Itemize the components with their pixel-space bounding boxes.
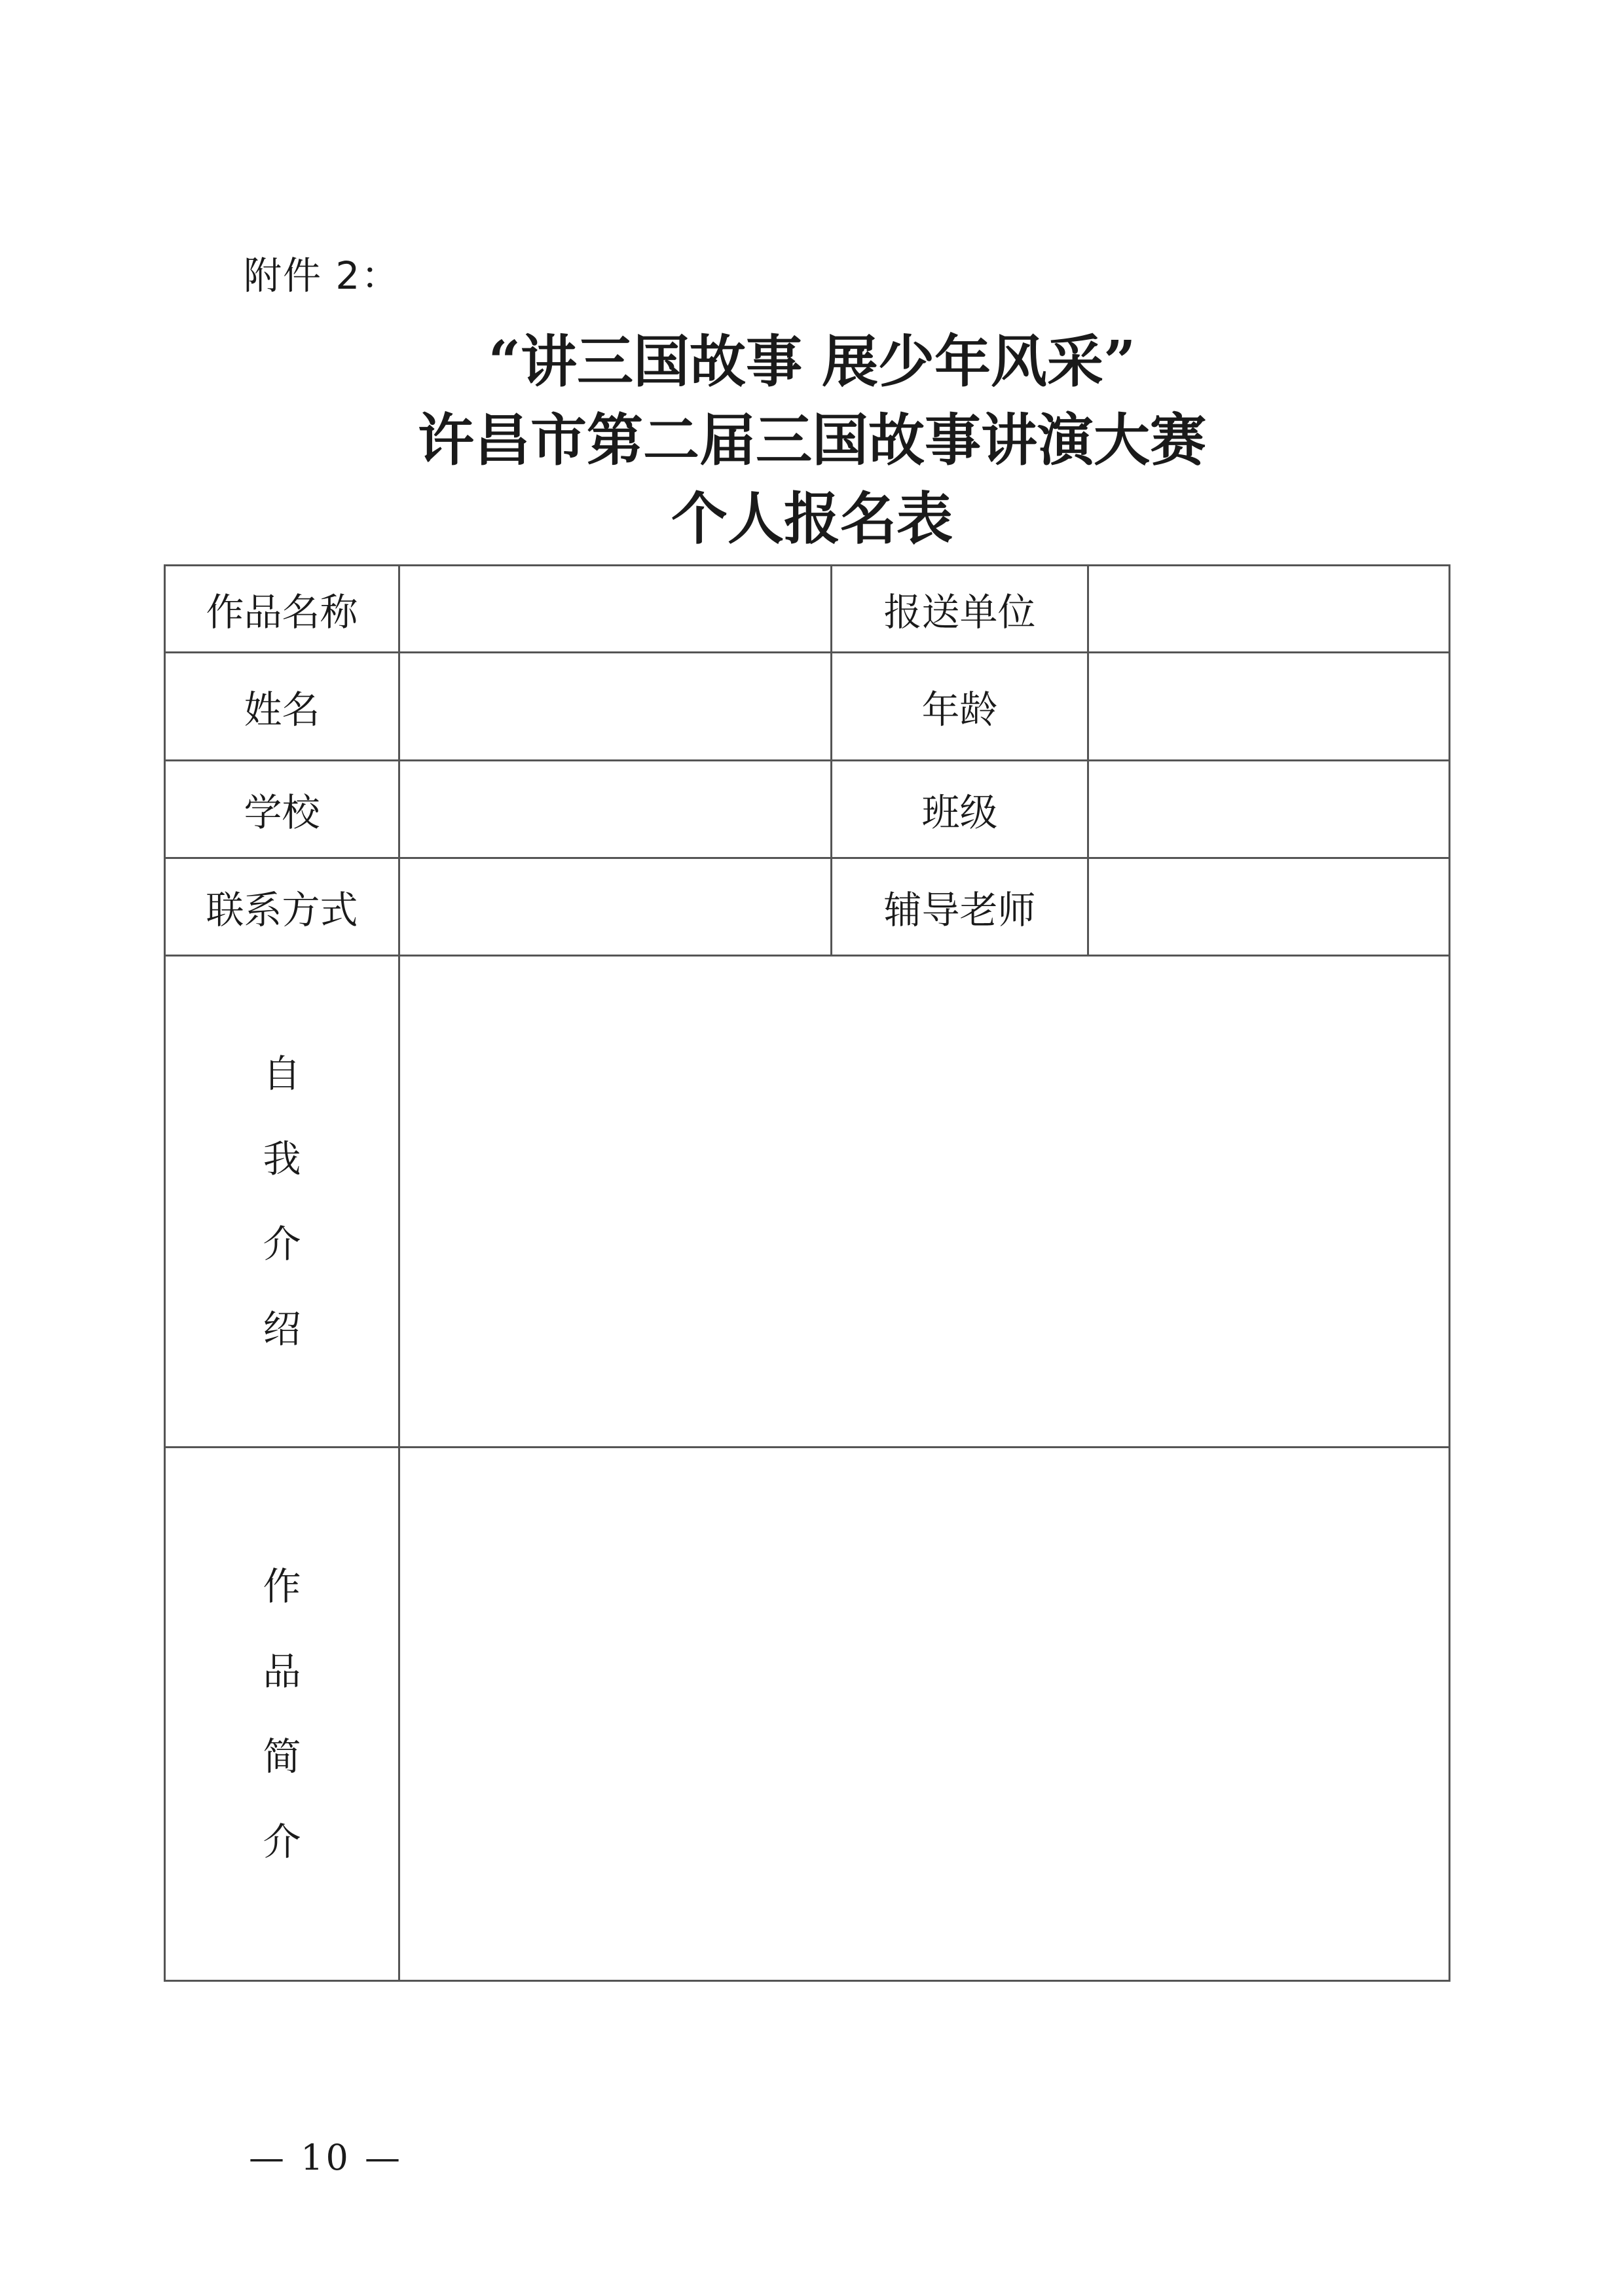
contact-field[interactable] xyxy=(399,858,832,956)
submit-unit-field[interactable] xyxy=(1088,566,1450,653)
school-label: 学校 xyxy=(165,761,399,858)
age-label: 年龄 xyxy=(832,653,1088,761)
age-field[interactable] xyxy=(1088,653,1450,761)
title-line-2: 许昌市第二届三国故事讲演大赛 xyxy=(418,407,1206,473)
work-intro-field[interactable] xyxy=(399,1448,1450,1981)
name-label: 姓名 xyxy=(165,653,399,761)
form-row-school xyxy=(165,761,1450,858)
title-line-3: 个人报名表 xyxy=(671,486,953,552)
self-intro-label: 自我介绍 xyxy=(263,1051,301,1351)
work-intro-label: 作品简介 xyxy=(263,1564,301,1864)
self-intro-label-cell xyxy=(165,956,399,1448)
form-row-self-intro xyxy=(165,956,1450,1448)
attachment-label: 附件 2： xyxy=(244,253,401,298)
contact-label: 联系方式 xyxy=(165,858,399,956)
title-line-1: “讲三国故事 展少年风采” xyxy=(488,329,1136,395)
form-row-work xyxy=(165,566,1450,653)
form-row-name xyxy=(165,653,1450,761)
registration-form-table xyxy=(164,564,1450,1982)
submit-unit-label: 报送单位 xyxy=(832,566,1088,653)
class-label: 班级 xyxy=(832,761,1088,858)
teacher-label: 辅导老师 xyxy=(832,858,1088,956)
self-intro-field[interactable] xyxy=(399,956,1450,1448)
work-intro-label-cell xyxy=(165,1448,399,1981)
work-name-label: 作品名称 xyxy=(165,566,399,653)
teacher-field[interactable] xyxy=(1088,858,1450,956)
work-name-field[interactable] xyxy=(399,566,832,653)
page-number: — 10 — xyxy=(249,2137,403,2178)
form-row-contact xyxy=(165,858,1450,956)
name-field[interactable] xyxy=(399,653,832,761)
form-row-work-intro xyxy=(165,1448,1450,1981)
school-field[interactable] xyxy=(399,761,832,858)
class-field[interactable] xyxy=(1088,761,1450,858)
